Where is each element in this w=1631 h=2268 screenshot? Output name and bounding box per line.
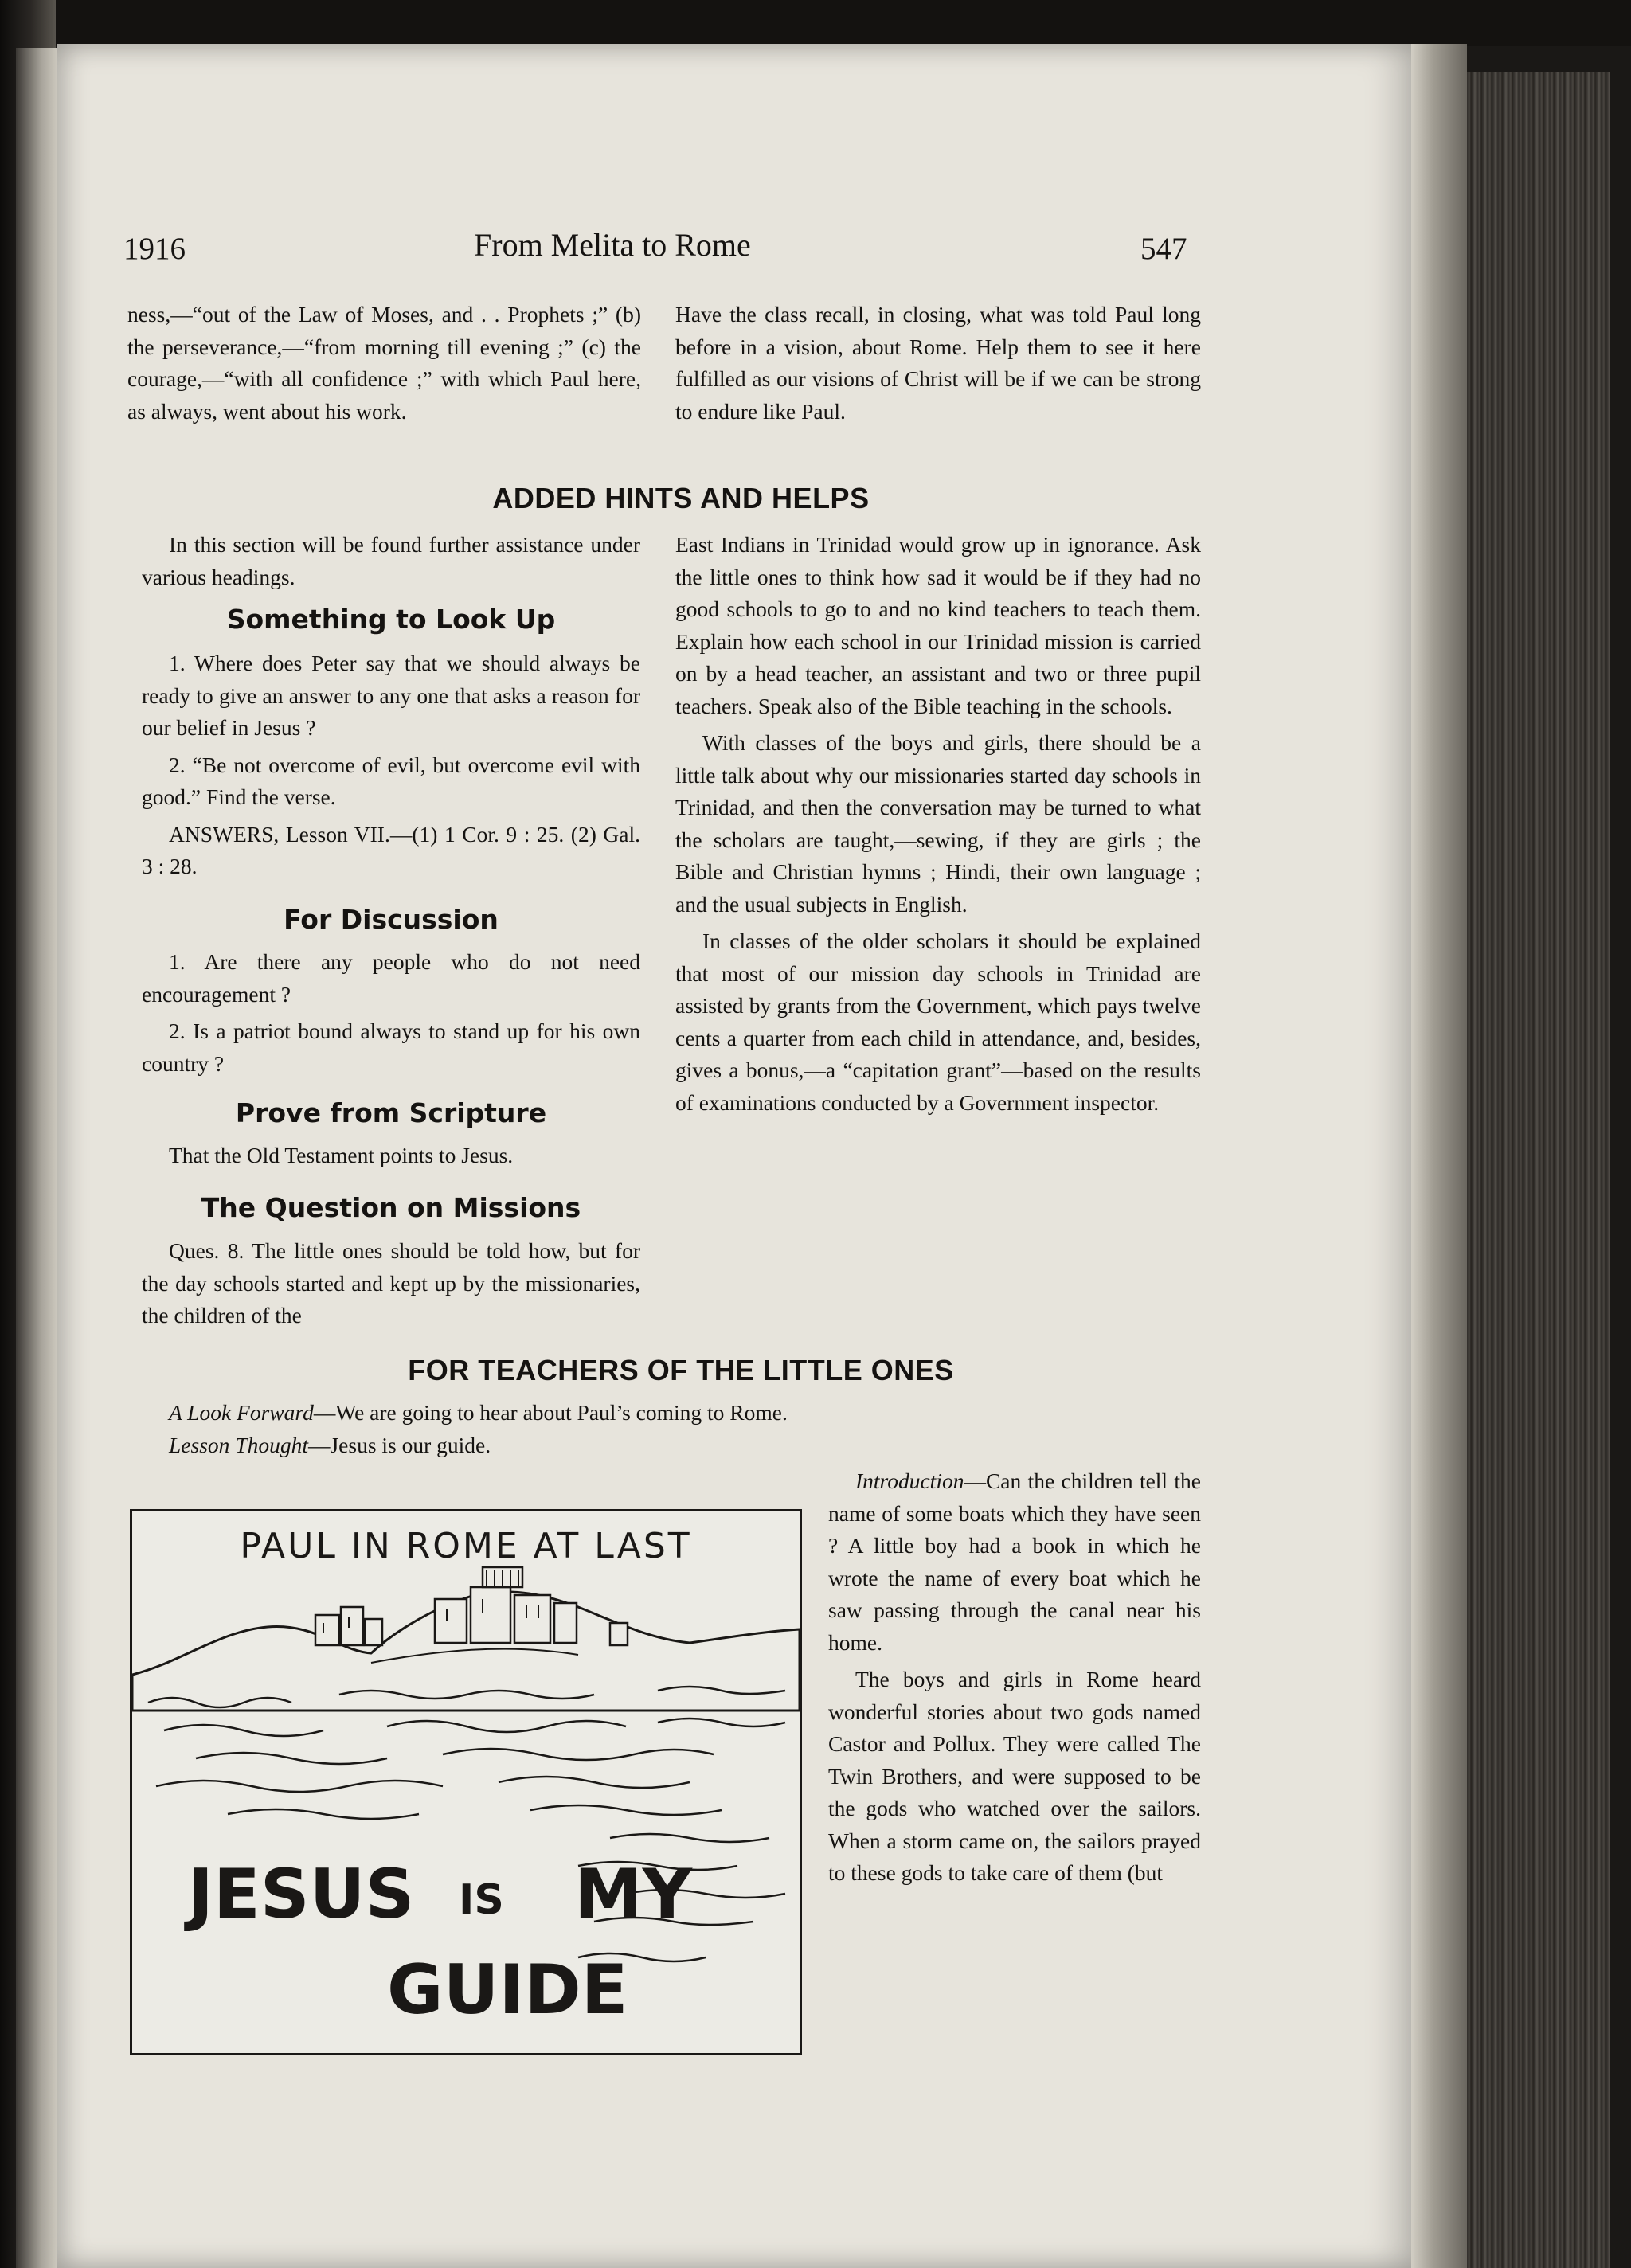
section-heading-little-ones: FOR TEACHERS OF THE LITTLE ONES (408, 1354, 954, 1386)
picture-caption-top: PAUL IN ROME AT LAST (240, 1526, 692, 1566)
castor-pollux-paragraph: The boys and girls in Rome heard wonderful stories about two gods named Castor and Pollux. They were called The Twin Brothers, and were supposed to be the gods who watched over the sailors. When a storm came on, the sailors prayed to these gods to take care of them (but (828, 1667, 1201, 1885)
city-buildings (315, 1567, 628, 1645)
introduction-text: —Can the children tell the name of some boats which they have seen ? A little boy had a book in which he wrote the name of every boat which he saw passing through the canal near his home. (828, 1468, 1201, 1655)
added-hints-intro: In this section will be found further assistance under various headings. (142, 532, 640, 589)
header-page-number: 547 (1140, 232, 1187, 266)
scanner-top (0, 0, 1631, 46)
intro-left-paragraph: ness,—“out of the Law of Moses, and . . Prophets ;” (b) the perseverance,—“from morning till evening ;” (c) the courage,—“with all confidence ;” with which Paul here, as always, went about his work. (127, 302, 641, 424)
right-paragraph-1: East Indians in Trinidad would grow up in ignorance. Ask the little ones to think how sad it would be if they had no good schools to go to and no kind teachers to teach them. Explain how each school in our Trinidad mission is carried on by a head teacher, an assistant and two or three pupil teachers. Speak also of the Bible teaching in the schools. (675, 532, 1201, 718)
introduction-paragraph (828, 1465, 1201, 1659)
picture-caption-is: IS (459, 1876, 504, 1924)
picture-caption-guide: GUIDE (387, 1950, 628, 2030)
look-up-item-2: 2. “Be not overcome of evil, but overcome evil with good.” Find the verse. (142, 752, 640, 809)
page-gutter (1411, 44, 1467, 2268)
discussion-item-2: 2. Is a patriot bound always to stand up for his own country ? (142, 1019, 640, 1076)
subheading-for-discussion: For Discussion (284, 904, 499, 935)
picture-caption-my: MY (574, 1855, 692, 1934)
subheading-something-to-look-up: Something to Look Up (226, 604, 556, 635)
header-title: From Melita to Rome (474, 227, 751, 263)
look-forward-text: —We are going to hear about Paul’s coming to Rome. (313, 1400, 788, 1425)
look-forward-line (169, 1397, 1204, 1429)
lesson-thought-line (169, 1429, 1204, 1462)
picture-caption-jesus: JESUS (188, 1855, 415, 1934)
illustration-svg (132, 1511, 800, 2053)
introduction-label: Introduction (855, 1468, 964, 1493)
answers-line: ANSWERS, Lesson VII.—(1) 1 Cor. 9 : 25. (2) Gal. 3 : 28. (142, 821, 640, 878)
look-forward-label: A Look Forward (169, 1400, 314, 1425)
hill-line (371, 1649, 578, 1663)
intro-right-paragraph: Have the class recall, in closing, what was told Paul long before in a vision, about Rome. Help them to see it here fulfilled as our visions of Christ will be if we can be strong to endure like Paul. (675, 302, 1201, 424)
header-year: 1916 (123, 232, 186, 266)
prove-from-scripture-text: That the Old Testament points to Jesus. (169, 1143, 514, 1167)
right-paragraph-2: With classes of the boys and girls, there should be a little talk about why our missionaries started day schools in Trinidad, and then the conversation may be turned to what the scholars are taught,—sewing, if they are girls ; the Bible and Christian hymns ; Hindi, their own language ; and the usual subjects in English. (675, 730, 1201, 917)
look-up-item-1: 1. Where does Peter say that we should always be ready to give an answer to any one that asks a reason for our belief in Jesus ? (142, 651, 640, 740)
left-page-edge (16, 48, 62, 2268)
subheading-question-on-missions: The Question on Missions (201, 1192, 581, 1223)
something-to-look-up-items (142, 647, 640, 883)
right-paragraph-3: In classes of the older scholars it should be explained that most of our mission day schools in Trinidad are assisted by grants from the Government, which pays twelve cents a quarter from each child in attendance, and, besides, gives a bonus,—a “capitation grant”—based on the results of examinations conducted by a Government inspector. (675, 929, 1201, 1115)
blackboard-illustration (130, 1509, 802, 2055)
lesson-thought-label: Lesson Thought (169, 1433, 308, 1457)
added-hints-right-column (675, 529, 1201, 1119)
section-heading-added-hints: ADDED HINTS AND HELPS (492, 482, 870, 514)
discussion-items (142, 946, 640, 1080)
subheading-prove-from-scripture: Prove from Scripture (235, 1097, 547, 1128)
little-ones-right-column (828, 1465, 1201, 1890)
discussion-item-1: 1. Are there any people who do not need encouragement ? (142, 949, 640, 1007)
lesson-thought-text: —Jesus is our guide. (307, 1433, 491, 1457)
missions-text: Ques. 8. The little ones should be told how, but for the day schools started and kept up by the missionaries, the children of the (142, 1238, 640, 1328)
page-stack-edge (1467, 72, 1610, 2268)
